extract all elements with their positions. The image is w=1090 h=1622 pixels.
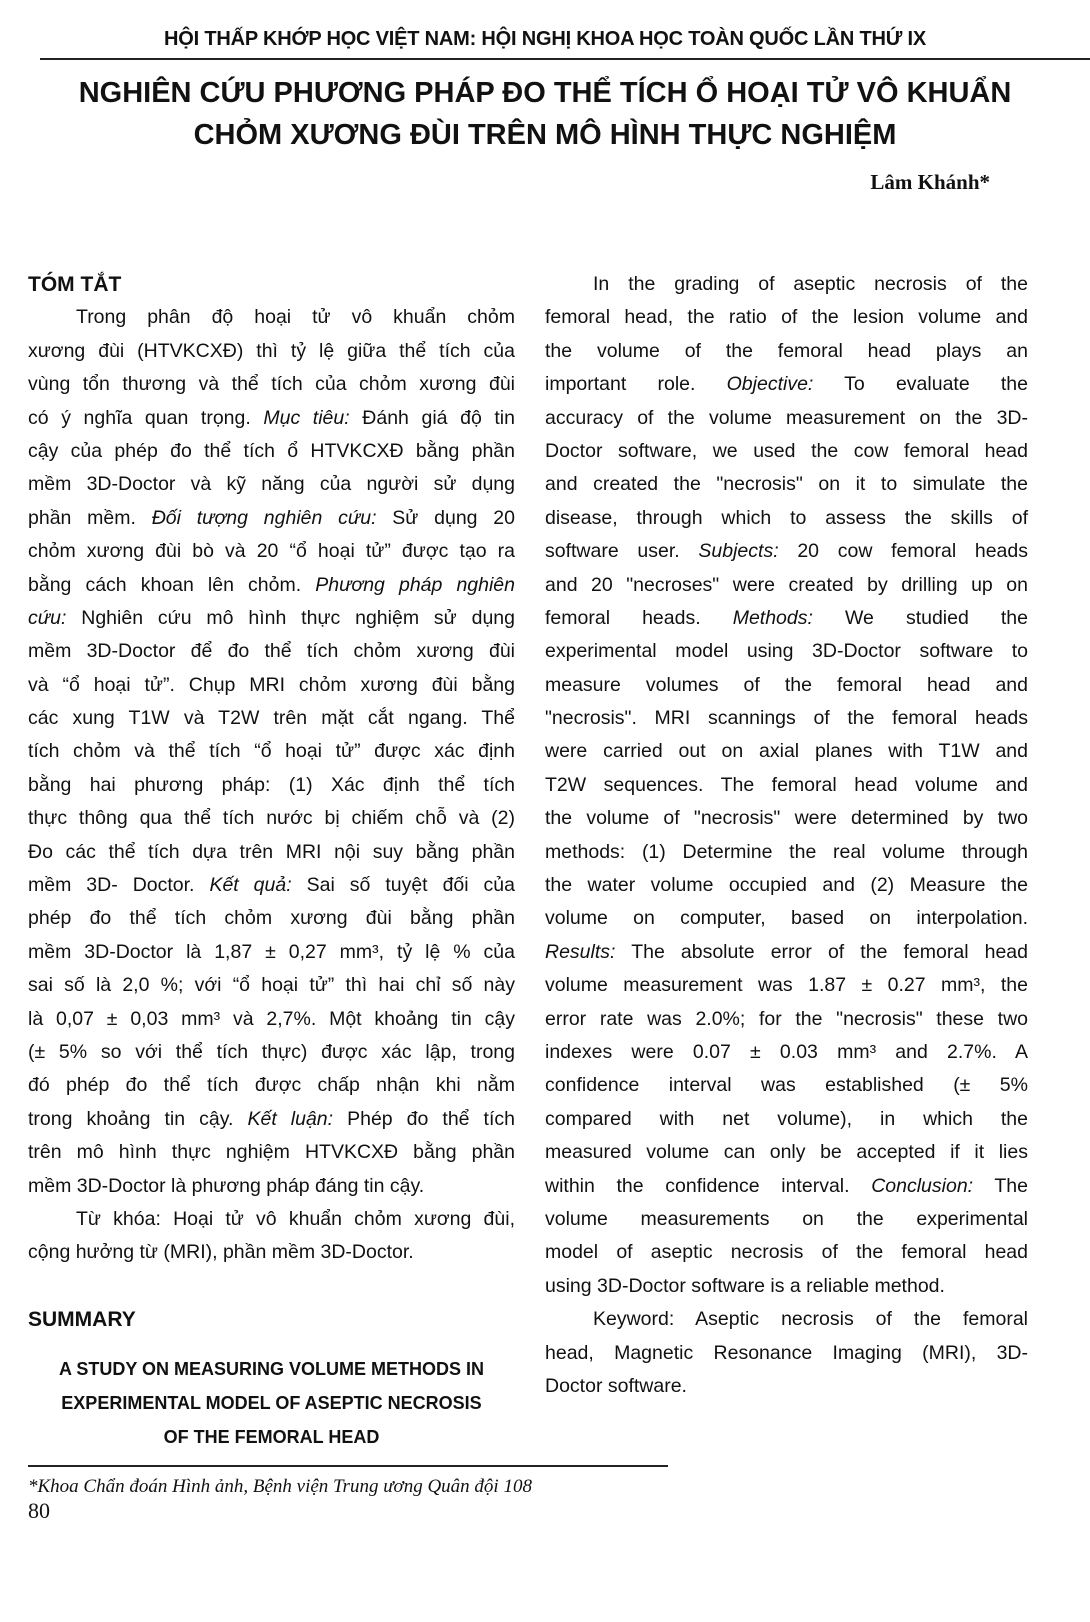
text-line — [545, 301, 1028, 334]
italic-label: Objective: — [726, 373, 814, 396]
text-segment: head, Magnetic Resonance Imaging (MRI), 3D- — [545, 1341, 1028, 1364]
text-line — [545, 1303, 1028, 1336]
text-segment: có ý nghĩa quan trọng. — [28, 406, 264, 429]
text-segment: Đo các thể tích dựa trên MRI nội suy bằng phần — [28, 840, 515, 863]
text-segment: error rate was 2.0%; for the "necrosis" these two — [545, 1007, 1028, 1030]
text-segment: vùng tổn thương và thể tích của chỏm xương đùi — [28, 373, 515, 396]
text-line — [545, 435, 1028, 468]
text-segment: chỏm xương đùi bò và 20 “ổ hoại tử” được tạo ra — [28, 540, 515, 563]
text-line — [545, 1003, 1028, 1036]
text-line — [545, 602, 1028, 635]
text-line — [28, 869, 515, 902]
text-segment: cộng hưởng từ (MRI), phần mềm 3D-Doctor. — [28, 1241, 414, 1264]
text-segment: were carried out on axial planes with T1W and — [545, 740, 1028, 763]
english-title — [28, 1352, 515, 1454]
text-segment: experimental model using 3D-Doctor software to — [545, 640, 1028, 663]
text-line — [545, 402, 1028, 435]
text-line — [545, 502, 1028, 535]
text-line — [28, 402, 515, 435]
text-segment: Đánh giá độ tin — [349, 406, 515, 429]
text-line — [545, 368, 1028, 401]
text-segment: mềm 3D-Doctor để đo thể tích chỏm xương đùi — [28, 640, 515, 663]
text-segment: trên mô hình thực nghiệm HTVKCXĐ bằng phần — [28, 1141, 515, 1164]
text-line — [545, 535, 1028, 568]
text-segment: To evaluate the — [813, 373, 1028, 396]
text-line — [545, 1036, 1028, 1069]
text-segment: mềm 3D- Doctor. — [28, 874, 210, 897]
text-line — [545, 1236, 1028, 1269]
text-segment: within the confidence interval. — [545, 1174, 872, 1197]
text-segment: trong khoảng tin cậy. — [28, 1107, 248, 1130]
text-segment: important role. — [545, 373, 727, 396]
text-segment: software user. — [545, 540, 699, 563]
text-segment: sai số là 2,0 %; với “ổ hoại tử” thì hai chỉ số này — [28, 974, 515, 997]
text-line — [28, 969, 515, 1002]
text-line — [28, 502, 515, 535]
text-line — [545, 936, 1028, 969]
right-column-english-abstract — [545, 268, 1028, 1403]
text-line — [545, 969, 1028, 1002]
text-line — [28, 936, 515, 969]
italic-label: Methods: — [732, 606, 813, 629]
text-line — [28, 669, 515, 702]
english-title-line: A STUDY ON MEASURING VOLUME METHODS IN — [58, 1359, 485, 1379]
text-line — [545, 902, 1028, 935]
text-segment: confidence interval was established (± 5% — [545, 1074, 1028, 1097]
text-line — [28, 602, 515, 635]
paragraph — [28, 1203, 515, 1270]
text-segment: (± 5% so với thể tích thực) được xác lập, trong — [28, 1040, 515, 1063]
article-title — [0, 72, 1090, 156]
text-line — [28, 1136, 515, 1169]
text-segment: accuracy of the volume measurement on the 3D- — [545, 406, 1028, 429]
text-segment: tích chỏm và thể tích “ổ hoại tử” được xác định — [28, 740, 515, 763]
text-line — [28, 1236, 515, 1269]
summary-body — [545, 268, 1028, 1403]
text-line — [28, 902, 515, 935]
italic-label: Results: — [545, 940, 616, 963]
text-segment: Sử dụng 20 — [376, 506, 516, 529]
text-line — [545, 1170, 1028, 1203]
text-segment: thực thông qua thể tích nước bị chiếm chỗ và (2) — [28, 807, 515, 830]
italic-label: Phương pháp nghiên — [315, 573, 515, 596]
italic-label: Kết luận: — [247, 1107, 334, 1130]
text-line — [28, 702, 515, 735]
text-line — [28, 1170, 515, 1203]
text-segment: Từ khóa: Hoại tử vô khuẩn chỏm xương đùi, — [76, 1207, 515, 1230]
text-segment: "necrosis". MRI scannings of the femoral heads — [545, 707, 1028, 730]
text-line — [545, 802, 1028, 835]
text-line — [28, 1036, 515, 1069]
italic-label: Conclusion: — [871, 1174, 974, 1197]
text-line — [28, 1103, 515, 1136]
text-segment: indexes were 0.07 ± 0.03 mm³ and 2.7%. A — [545, 1040, 1028, 1063]
text-segment: là 0,07 ± 0,03 mm³ và 2,7%. Một khoảng tin cậy — [28, 1007, 515, 1030]
text-line — [545, 1203, 1028, 1236]
text-segment: Trong phân độ hoại tử vô khuẩn chỏm — [76, 306, 515, 329]
text-line — [545, 869, 1028, 902]
text-segment: Doctor software, we used the cow femoral head — [545, 439, 1028, 462]
text-line — [28, 1203, 515, 1236]
title-line: NGHIÊN CỨU PHƯƠNG PHÁP ĐO THỂ TÍCH Ổ HOẠI TỬ VÔ KHUẨN — [78, 77, 1012, 109]
text-line — [28, 802, 515, 835]
text-segment: các xung T1W và T2W trên mặt cắt ngang. Thể — [28, 707, 515, 730]
text-segment: mềm 3D-Doctor là 1,87 ± 0,27 mm³, tỷ lệ % của — [28, 940, 515, 963]
text-line — [545, 569, 1028, 602]
text-line — [545, 335, 1028, 368]
text-segment: volume measurement was 1.87 ± 0.27 mm³, the — [545, 974, 1028, 997]
text-segment: volume on computer, based on interpolation. — [545, 907, 1028, 930]
text-segment: phần mềm. — [28, 506, 152, 529]
text-line — [28, 735, 515, 768]
text-segment: cậy của phép đo thể tích ổ HTVKCXĐ bằng phần — [28, 439, 515, 462]
text-segment: disease, through which to assess the skills of — [545, 506, 1028, 529]
italic-label: Mục tiêu: — [263, 406, 350, 429]
english-title-line: OF THE FEMORAL HEAD — [163, 1427, 380, 1447]
text-segment: the water volume occupied and (2) Measure the — [545, 874, 1028, 897]
text-line — [545, 836, 1028, 869]
text-segment: the volume of the femoral head plays an — [545, 339, 1028, 362]
author: Lâm Khánh* — [870, 170, 990, 194]
text-line — [28, 435, 515, 468]
text-line — [28, 535, 515, 568]
text-segment: In the grading of aseptic necrosis of the — [593, 273, 1028, 295]
text-segment: model of aseptic necrosis of the femoral head — [545, 1241, 1028, 1264]
text-segment: Sai số tuyệt đối của — [291, 874, 515, 897]
text-segment: bằng hai phương pháp: (1) Xác định thể tích — [28, 773, 515, 796]
abstract-body — [28, 301, 515, 1269]
text-segment: The absolute error of the femoral head — [615, 940, 1028, 963]
text-segment: femoral heads. — [545, 606, 733, 629]
text-segment: using 3D-Doctor software is a reliable method. — [545, 1274, 945, 1297]
text-segment: measure volumes of the femoral head and — [545, 673, 1028, 696]
title-line: CHỎM XƯƠNG ĐÙI TRÊN MÔ HÌNH THỰC NGHIỆM — [193, 119, 897, 151]
text-segment: Doctor software. — [545, 1374, 687, 1397]
text-segment: xương đùi (HTVKCXĐ) thì tỷ lệ giữa thể tích của — [28, 339, 515, 362]
text-line — [28, 1003, 515, 1036]
text-segment: Phép đo thể tích — [333, 1107, 515, 1130]
text-line — [545, 1103, 1028, 1136]
text-line — [545, 468, 1028, 501]
text-line — [28, 368, 515, 401]
text-line — [545, 669, 1028, 702]
text-segment: compared with net volume), in which the — [545, 1107, 1028, 1130]
text-line — [545, 1270, 1028, 1303]
text-segment: Nghiên cứu mô hình thực nghiệm sử dụng — [66, 606, 515, 629]
text-segment: đó phép đo thể tích được chấp nhận khi nằm — [28, 1074, 515, 1097]
text-line — [28, 301, 515, 334]
text-line — [545, 1370, 1028, 1403]
text-segment: methods: (1) Determine the real volume through — [545, 840, 1028, 863]
text-segment: 20 cow femoral heads — [778, 540, 1028, 563]
italic-label: cứu: — [28, 606, 67, 629]
text-line — [28, 569, 515, 602]
footnote: *Khoa Chẩn đoán Hình ảnh, Bệnh viện Trung ương Quân đội 108 — [28, 1476, 532, 1497]
running-header: HỘI THẤP KHỚP HỌC VIỆT NAM: HỘI NGHỊ KHOA HỌC TOÀN QUỐC LẦN THỨ IX — [164, 28, 926, 50]
text-segment: the volume of "necrosis" were determined by two — [545, 807, 1028, 830]
italic-label: Kết quả: — [209, 874, 292, 897]
text-line — [545, 268, 1028, 301]
text-segment: We studied the — [812, 606, 1029, 629]
text-line — [545, 769, 1028, 802]
text-line — [28, 335, 515, 368]
text-line — [28, 1069, 515, 1102]
text-segment: bằng cách khoan lên chỏm. — [28, 573, 316, 596]
text-segment: và “ổ hoại tử”. Chụp MRI chỏm xương đùi bằng — [28, 673, 515, 696]
text-line — [545, 1069, 1028, 1102]
italic-label: Subjects: — [698, 540, 779, 563]
paragraph — [545, 268, 1028, 1303]
text-line — [545, 735, 1028, 768]
text-segment: and 20 "necroses" were created by drilling up on — [545, 573, 1028, 596]
text-line — [28, 769, 515, 802]
text-line — [28, 468, 515, 501]
left-column-vietnamese-abstract — [28, 268, 515, 1336]
text-line — [545, 702, 1028, 735]
text-segment: The — [973, 1174, 1029, 1197]
section-heading-tom-tat: TÓM TẮT — [28, 273, 122, 296]
italic-label: Đối tượng nghiên cứu: — [151, 506, 377, 529]
text-segment: T2W sequences. The femoral head volume and — [545, 773, 1028, 796]
text-line — [545, 635, 1028, 668]
text-segment: femoral head, the ratio of the lesion volume and — [545, 306, 1028, 329]
text-segment: volume measurements on the experimental — [545, 1207, 1028, 1230]
text-line — [545, 1337, 1028, 1370]
text-segment: measured volume can only be accepted if it lies — [545, 1141, 1028, 1164]
text-segment: mềm 3D-Doctor là phương pháp đáng tin cậy. — [28, 1174, 425, 1197]
text-line — [28, 635, 515, 668]
text-segment: phép đo thể tích chỏm xương đùi bằng phần — [28, 907, 515, 930]
text-segment: Keyword: Aseptic necrosis of the femoral — [593, 1308, 1028, 1331]
text-segment: mềm 3D-Doctor và kỹ năng của người sử dụng — [28, 473, 515, 496]
text-line — [28, 836, 515, 869]
paragraph — [545, 1303, 1028, 1403]
english-title-line: EXPERIMENTAL MODEL OF ASEPTIC NECROSIS — [61, 1393, 482, 1413]
footnote-rule — [28, 1465, 668, 1467]
text-line — [545, 1136, 1028, 1169]
section-heading-summary: SUMMARY — [28, 1307, 136, 1331]
paragraph — [28, 301, 515, 1203]
page-number: 80 — [28, 1498, 50, 1523]
text-segment: and created the "necrosis" on it to simulate the — [545, 473, 1028, 496]
header-rule — [40, 58, 1090, 60]
